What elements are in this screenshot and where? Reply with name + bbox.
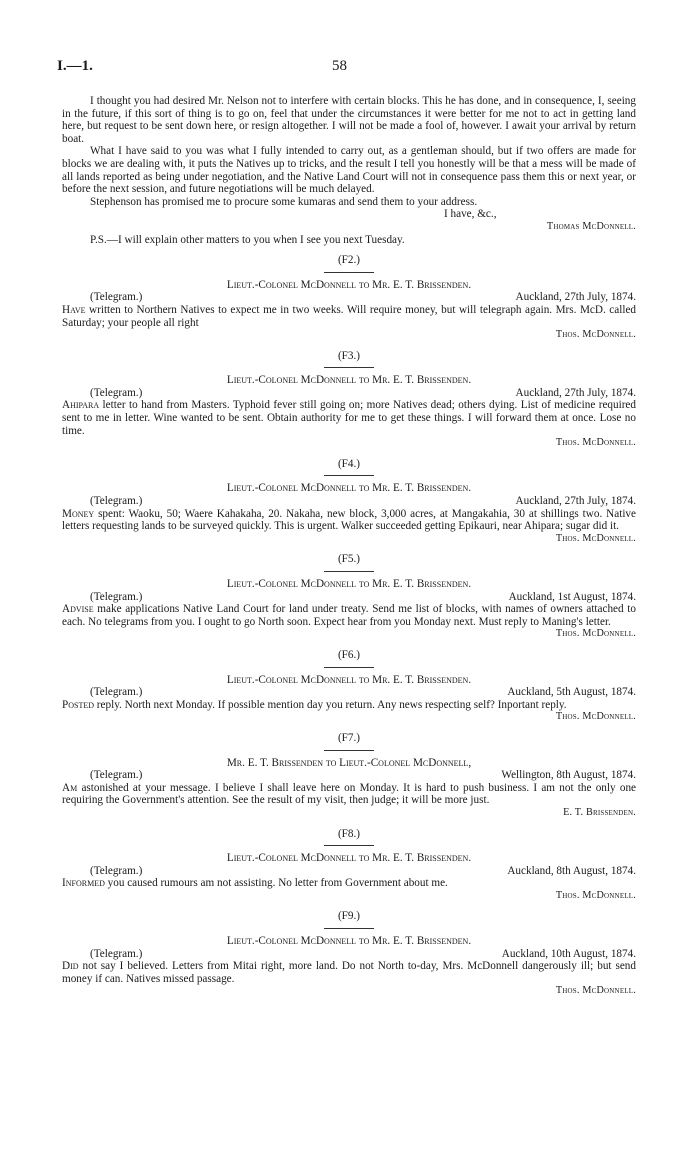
telegram-text: reply. North next Monday. If possible mention day you return. Any news respecting self? Inportant reply.: [94, 698, 567, 711]
telegram-f9: [62, 910, 636, 998]
telegram-meta: [62, 495, 636, 508]
telegram-text: you caused rumours am not assisting. No letter from Government about me.: [104, 877, 448, 890]
telegram-kind: (Telegram.): [90, 769, 143, 782]
telegram-text: make applications Native Land Court for land under treaty. Send me list of blocks, with names of owners attached to each. No telegrams from you. I ought to go North soon. Expect hear from you Monday next. Must reply to Maning's letter.: [62, 603, 636, 628]
telegram-lead-word: Advise: [62, 603, 94, 616]
telegram-body: [62, 960, 636, 985]
letter-paragraph: What I have said to you was what I fully intended to carry out, as a gentleman should, but if two offers are made for blocks we are dealing with, it puts the Natives up to tricks, and the result I tell you honestly will be that a mess will be made of all lands reported as being under negotiation, and the Native Land Court will not in consequence pass them this or next year, or before the next session, and future negotiations will be much delayed.: [62, 145, 636, 196]
telegram-place-date: Wellington, 8th August, 1874.: [501, 769, 636, 782]
telegram-signature: Thos. McDonnell.: [555, 985, 636, 997]
telegram-lead-word: Informed: [62, 877, 105, 890]
letter-postscript: P.S.—I will explain other matters to you when I see you next Tuesday.: [90, 233, 405, 246]
telegram-text: astonished at your message. I believe I shall leave here on Monday. It is hard to push business. I am not the only one requiring the Government's attention. See the result of my visit, then judge; it will be more just.: [62, 781, 636, 807]
page-number: 58: [332, 58, 347, 74]
telegram-number: (F6.): [337, 648, 361, 661]
letter-paragraph: Stephenson has promised me to procure some kumaras and send them to your address.: [90, 195, 478, 208]
telegram-lead-word: Did: [62, 960, 79, 973]
telegram-place-date: Auckland, 1st August, 1874.: [508, 590, 636, 603]
telegram-meta: [62, 686, 636, 699]
telegram-f3: [62, 350, 636, 450]
telegram-kind: (Telegram.): [90, 590, 143, 603]
telegram-meta: [62, 387, 636, 400]
telegram-correspondents: Mr. E. T. Brissenden to Lieut.-Colonel McDonnell,: [226, 756, 472, 769]
telegram-body: [62, 508, 636, 533]
page-header: [0, 58, 700, 78]
telegram-kind: (Telegram.): [90, 495, 143, 508]
telegram-correspondents: Lieut.-Colonel McDonnell to Mr. E. T. Brissenden.: [226, 673, 472, 686]
telegram-text: letter to hand from Masters. Typhoid fever still going on; more Natives dead; others dying. List of medicine required sent to me in letter. Wine wanted to be sent. Obtain authority for me to get these things. I will forward them at once. Lose no time.: [62, 399, 636, 437]
letter: [62, 95, 636, 246]
section-rule: [324, 845, 374, 846]
telegram-correspondents: Lieut.-Colonel McDonnell to Mr. E. T. Brissenden.: [226, 852, 472, 865]
telegram-signature: Thos. McDonnell.: [555, 329, 636, 341]
section-rule: [324, 272, 374, 273]
telegram-meta: [62, 769, 636, 782]
telegram-f7: [62, 732, 636, 820]
telegram-body: [62, 603, 636, 628]
telegram-meta: [62, 591, 636, 604]
telegram-signature: Thos. McDonnell.: [555, 711, 636, 723]
telegram-signature: Thos. McDonnell.: [555, 889, 636, 901]
telegram-correspondents: Lieut.-Colonel McDonnell to Mr. E. T. Brissenden.: [226, 278, 472, 291]
telegram-number: (F8.): [337, 827, 361, 840]
document-reference: I.—1.: [57, 58, 93, 74]
telegram-f2: [62, 254, 636, 342]
telegram-lead-word: Have: [62, 303, 86, 316]
telegram-f4: [62, 458, 636, 546]
section-rule: [324, 928, 374, 929]
telegram-lead-word: Money: [62, 507, 95, 520]
telegram-number: (F3.): [337, 349, 361, 362]
telegram-lead-word: Ahipara: [62, 399, 100, 412]
telegram-kind: (Telegram.): [90, 864, 143, 877]
telegram-body: [62, 304, 636, 329]
telegram-body: [62, 877, 636, 890]
section-rule: [324, 367, 374, 368]
section-rule: [324, 750, 374, 751]
telegram-meta: [62, 865, 636, 878]
telegram-place-date: Auckland, 27th July, 1874.: [515, 386, 636, 399]
telegram-number: (F5.): [337, 553, 361, 566]
telegram-body: [62, 782, 636, 807]
telegram-place-date: Auckland, 8th August, 1874.: [507, 864, 636, 877]
telegram-signature: Thos. McDonnell.: [555, 437, 636, 449]
telegram-correspondents: Lieut.-Colonel McDonnell to Mr. E. T. Brissenden.: [226, 482, 472, 495]
telegram-correspondents: Lieut.-Colonel McDonnell to Mr. E. T. Brissenden.: [226, 578, 472, 590]
telegram-f5: [62, 553, 636, 641]
telegram-kind: (Telegram.): [90, 686, 143, 699]
section-rule: [324, 475, 374, 476]
telegram-correspondents: Lieut.-Colonel McDonnell to Mr. E. T. Brissenden.: [226, 374, 472, 387]
telegram-kind: (Telegram.): [90, 386, 143, 399]
section-rule: [324, 667, 374, 668]
telegram-place-date: Auckland, 5th August, 1874.: [507, 686, 636, 699]
telegram-meta: [62, 948, 636, 961]
telegram-correspondents: Lieut.-Colonel McDonnell to Mr. E. T. Brissenden.: [226, 935, 472, 948]
letter-signature: Thomas McDonnell.: [546, 220, 636, 232]
telegram-f8: [62, 828, 636, 903]
telegram-kind: (Telegram.): [90, 291, 143, 304]
telegram-signature: Thos. McDonnell.: [555, 532, 636, 544]
telegram-text: spent: Waoku, 50; Waere Kahakaha, 20. Nakaha, new block, 3,000 acres, at Mangakahia, 30 at shillings two. Native letters requesting lands to be surveyed quickly. This is urgent. Walker succeeded getting Epikauri, near Ahipara; sugar did it.: [62, 507, 636, 533]
telegram-signature: Thos. McDonnell.: [555, 628, 636, 640]
telegram-lead-word: Am: [62, 781, 78, 794]
telegram-number: (F2.): [337, 254, 361, 267]
telegram-f6: [62, 649, 636, 724]
letter-closing: I have, &c.,: [444, 208, 497, 221]
telegram-place-date: Auckland, 10th August, 1874.: [501, 947, 636, 960]
telegram-place-date: Auckland, 27th July, 1874.: [515, 291, 636, 304]
telegram-text: not say I believed. Letters from Mitai right, more land. Do not North to-day, Mrs. McDonnell dangerously ill; but send money if can. Natives missed passage.: [62, 960, 636, 985]
telegram-number: (F9.): [337, 910, 361, 923]
telegram-body: [62, 399, 636, 437]
telegram-number: (F7.): [337, 731, 361, 744]
telegram-place-date: Auckland, 27th July, 1874.: [515, 495, 636, 508]
telegram-kind: (Telegram.): [90, 947, 143, 960]
page-content: [62, 95, 636, 998]
telegram-text: written to Northern Natives to expect me in two weeks. Will require money, but will telegraph again. Mrs. McD. called Saturday; your people all right: [62, 303, 636, 329]
telegram-meta: [62, 291, 636, 304]
telegram-number: (F4.): [337, 457, 361, 470]
telegram-body: [62, 699, 636, 712]
telegram-signature: E. T. Brissenden.: [563, 806, 636, 818]
section-rule: [324, 571, 374, 572]
telegram-lead-word: Posted: [62, 698, 94, 711]
letter-paragraph: I thought you had desired Mr. Nelson not to interfere with certain blocks. This he has done, and in consequence, I, seeing in the future, if this sort of thing is to go on, feel that under the circumstances it were better for me not to act in getting land here, but request to be sent down here, or resign altogether. I will not be made a fool of, however. I await your arrival by return boat.: [62, 95, 636, 145]
